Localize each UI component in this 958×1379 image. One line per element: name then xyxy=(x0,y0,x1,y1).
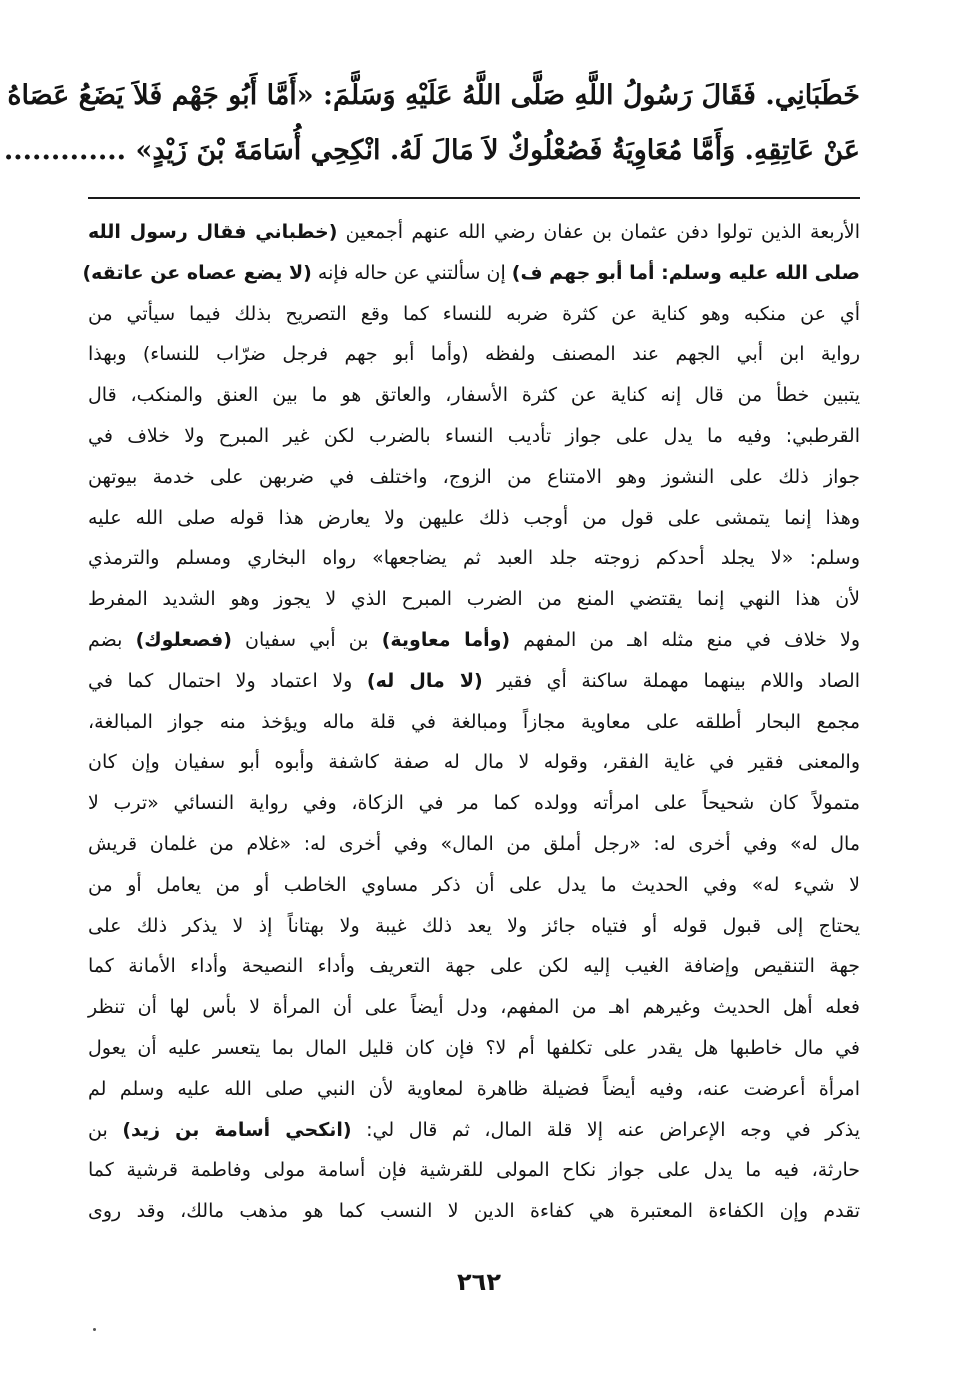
commentary-line xyxy=(88,375,860,416)
commentary-line xyxy=(88,946,860,987)
commentary-text: بن xyxy=(88,1118,123,1141)
commentary-quoted-text: (لا يضع عصاه عن عاتقه) xyxy=(82,261,312,284)
commentary-quoted-text: (خطباني فقال رسول الله xyxy=(88,221,338,243)
commentary-line xyxy=(88,987,860,1028)
commentary-line xyxy=(88,661,860,702)
commentary-text: بن أبي سفيان xyxy=(231,628,382,651)
commentary-line xyxy=(88,416,860,457)
commentary-quoted-text: (لا مال له) xyxy=(366,669,483,692)
commentary-text: امرأة أعرضت عنه، وفيه أيضاً فضيلة ظاهرة لمعاوية لأن النبي صلى الله عليه وسلم لم xyxy=(88,1077,860,1100)
scan-speck xyxy=(93,1328,96,1331)
hadith-continuation-dots: ............. xyxy=(3,135,127,166)
commentary-text: القرطبي: وفيه ما يدل على جواز تأديب النساء بالضرب لكن غير المبرح ولا خلاف في xyxy=(88,424,860,447)
commentary-line xyxy=(88,579,860,620)
commentary-text: رواية ابن أبي الجهم عند المصنف ولفظه (وأما أبو جهم فرجل ضرّاب للنساء) وبهذا xyxy=(88,343,860,366)
commentary-line xyxy=(88,538,860,579)
commentary-text: والمعنى فقير في غاية الفقر، وقوله لا مال له صفة كاشفة وأبوه أبو سفيان وإن كان xyxy=(88,751,860,774)
commentary-text: يذكر في وجه الإعراض عنه إلا قلة المال، ثم قال لي: xyxy=(351,1118,860,1141)
commentary-text: فعله أهل الحديث وغيرهم اهـ من المفهم، ودل أيضاً على أن المرأة لا بأس لها أن تنظر xyxy=(88,996,860,1019)
commentary-quoted-text: (وأما معاوية) xyxy=(381,628,511,651)
commentary-line xyxy=(88,1069,860,1110)
commentary-text: جواز ذلك على النشوز وهو الامتناع من الزوج، واختلف في ضربهن على خدمة بيوتهن xyxy=(88,465,860,488)
commentary-line xyxy=(88,1150,860,1191)
hadith-text-line-2-text: عَنْ عَاتِقِهِ. وَأَمَّا مُعَاوِيَةُ فَصُعْلُوكٌ لاَ مَالَ لَهُ. انْكِحِي أُسَامَةَ بْنَ زَيْدٍ» xyxy=(135,135,860,166)
commentary-text: لا شيء له» وفي الحديث ما يدل على أن ذكر مساوي الخاطب أو من يعامل أو من xyxy=(88,873,860,896)
commentary-quoted-text: صلى الله عليه وسلم: أما أبو جهم ف) xyxy=(511,261,860,284)
commentary-line xyxy=(88,1110,860,1151)
hadith-text-line-2 xyxy=(3,131,860,171)
commentary-text: إن سألتني عن حاله فإنه xyxy=(311,261,512,284)
commentary-text: في مال خاطبها هل يقدر على تكلفها أم لا؟ فإن كان قليل المال بما يتعسر عليه أن يعول xyxy=(88,1036,860,1059)
commentary-line xyxy=(88,1191,860,1232)
commentary-line xyxy=(88,620,860,661)
commentary-line xyxy=(88,457,860,498)
commentary-line xyxy=(88,1028,860,1069)
commentary-text: ولا خلاف في منع مثله اهـ من المفهم xyxy=(510,628,860,651)
commentary-quoted-text: (فصعلوك) xyxy=(135,628,232,651)
commentary-text: الأربعة الذين تولوا دفن عثمان بن عفان رضي الله عنهم أجمعين xyxy=(337,221,860,243)
commentary-line xyxy=(88,334,860,375)
commentary-text: تقدم وإن الكفاءة المعتبرة هي كفاءة الدين لا النسب كما هو مذهب مالك، وقد روى xyxy=(88,1200,860,1223)
commentary-text: مال له» وفي أخرى له: «رجل أملق من المال» وفي أخرى له: «غلام من غلمان قريش xyxy=(88,832,860,855)
commentary-text: حارثة، فيه ما يدل على جواز نكاح المولى للقرشية فإن أسامة مولى وفاطمة قرشية كما xyxy=(88,1159,860,1182)
commentary-text: جهة التنقيص وإضافة الغيب إليه لكن على جهة التعريف وأداء النصيحة وأداء الأمانة كما xyxy=(88,955,860,978)
commentary-line xyxy=(88,212,860,253)
commentary-text: لأن هذا النهي إنما يقتضي المنع من الضرب المبرح الذي لا يجوز وهو الشديد المفرط xyxy=(88,588,860,611)
commentary-block xyxy=(82,212,860,1232)
commentary-text: مجمع البحار أطلقه على معاوية مجازاً ومبالغة في قلة ماله ويؤخذ منه جواز المبالغة، xyxy=(88,710,860,733)
commentary-text: وسلم: «لا يجلد أحدكم زوجته جلد العبد ثم يضاجعها» رواه البخاري ومسلم والترمذي xyxy=(88,547,860,570)
commentary-line xyxy=(88,702,860,743)
commentary-text: وهذا إنما يتمشى على قول من أوجب ذلك عليهن ولا يعارض هذا قوله صلى الله عليه xyxy=(88,506,860,529)
separator-rule xyxy=(88,197,860,199)
commentary-line xyxy=(88,865,860,906)
commentary-line xyxy=(88,294,860,335)
commentary-line xyxy=(82,253,860,294)
hadith-text-line-1-text: خَطَبَانِي. فَقَالَ رَسُولُ اللَّهِ صَلَّى اللَّهُ عَلَيْهِ وَسَلَّمَ: «أَمَّا أَبُو جَهْم فَلاَ يَضَعُ عَصَاهُ xyxy=(7,80,860,111)
commentary-line xyxy=(88,906,860,947)
hadith-text-line-1 xyxy=(7,76,860,116)
page-number: ٢٦٢ xyxy=(457,1268,501,1296)
commentary-text: بضم xyxy=(88,628,136,651)
commentary-text: الصاد واللام بينهما مهملة ساكنة أي فقير xyxy=(482,669,860,692)
commentary-line xyxy=(88,742,860,783)
commentary-line xyxy=(88,824,860,865)
commentary-text: أي عن منكبه وهو كناية عن كثرة ضربه للنساء كما وقع التصريح بذلك فيما سيأتي من xyxy=(88,302,860,325)
commentary-quoted-text: (انكحي أسامة بن زيد) xyxy=(122,1118,352,1141)
commentary-line xyxy=(88,783,860,824)
commentary-text: متمولاً كان شحيحاً على امرأته وولده كما مر في الزكاة، وفي رواية النسائي «ترب لا xyxy=(88,792,860,815)
commentary-text: يحتاج إلى قبول قوله أو فتياه جائز ولا يعد ذلك غيبة ولا بهتاناً إذ لا يذكر ذلك على xyxy=(88,914,860,937)
commentary-text: ولا اعتماد ولا احتمال كما في xyxy=(88,669,367,692)
commentary-text: يتبين خطأ من قال إنه كناية عن كثرة الأسفار، والعاتق هو ما بين العنق والمنكب، قال xyxy=(88,384,860,407)
commentary-line xyxy=(88,498,860,539)
